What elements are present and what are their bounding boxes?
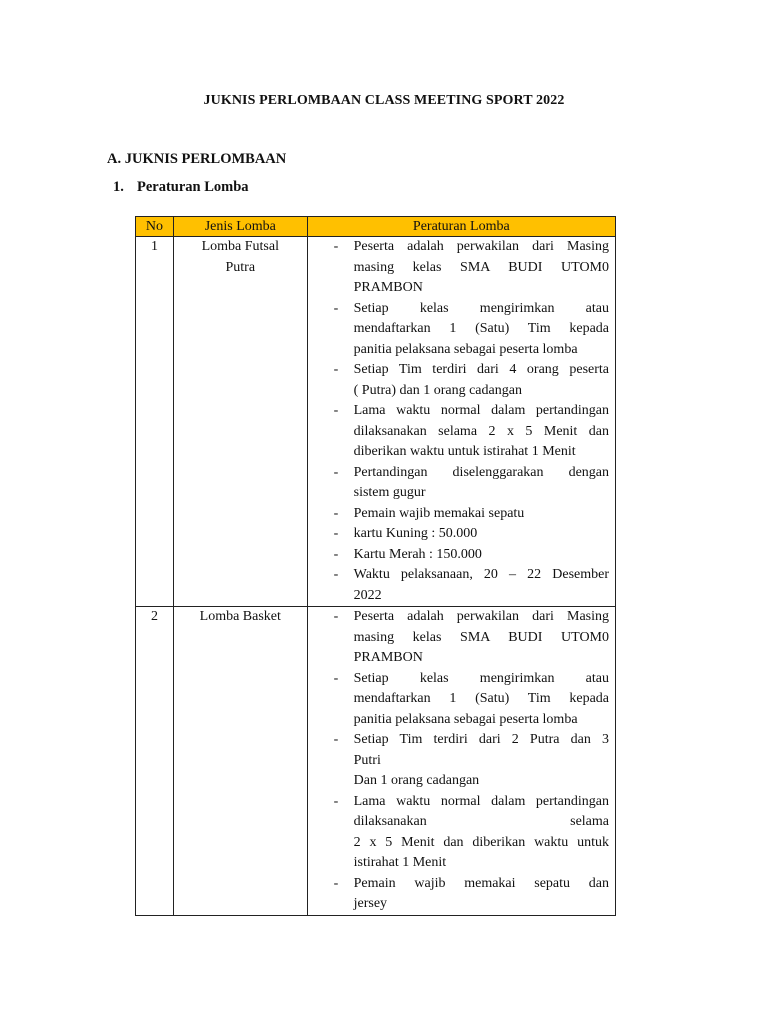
- subsection-number: 1.: [113, 179, 124, 195]
- rule-item: [308, 237, 609, 299]
- rule-item: [308, 504, 609, 525]
- rule-text-line: masing kelas SMA BUDI UTOM0: [353, 259, 609, 275]
- rule-list: [308, 237, 609, 606]
- section-heading: A. JUKNIS PERLOMBAAN: [107, 151, 287, 167]
- dash-bullet: -: [333, 403, 339, 418]
- rule-text-line: istirahat 1 Menit: [353, 855, 447, 870]
- table-row: [136, 607, 616, 916]
- rule-text-line: panitia pelaksana sebagai peserta lomba: [353, 341, 578, 357]
- rule-text-line: sistem gugur: [353, 485, 426, 500]
- rule-item: [308, 669, 609, 731]
- rule-item: [308, 545, 609, 566]
- row-number: 2: [136, 607, 174, 916]
- rule-text-line: Setiap Tim terdiri dari 4 orang peserta: [353, 362, 609, 377]
- rule-item: [308, 874, 609, 915]
- header-peraturan-lomba: Peraturan Lomba: [307, 217, 615, 237]
- jenis-lomba-text: Lomba Basket: [199, 609, 281, 624]
- rule-item: [308, 792, 609, 874]
- rule-text-line: Dan 1 orang cadangan: [353, 773, 480, 788]
- dash-bullet: -: [333, 875, 339, 891]
- rule-text-line: Lama waktu normal dalam pertandingan: [353, 793, 609, 809]
- rule-text-line: jersey: [353, 896, 388, 911]
- rule-text-line: diberikan waktu untuk istirahat 1 Menit: [353, 444, 576, 459]
- document-title: JUKNIS PERLOMBAAN CLASS MEETING SPORT 2022: [203, 93, 565, 108]
- header-jenis-lomba: Jenis Lomba: [173, 217, 307, 237]
- rule-text-line: kartu Kuning : 50.000: [353, 526, 478, 541]
- rule-text-line: Pemain wajib memakai sepatu: [353, 505, 525, 521]
- rule-text-line: Kartu Merah : 150.000: [353, 546, 482, 562]
- dash-bullet: -: [333, 567, 339, 582]
- rule-text-line: ( Putra) dan 1 orang cadangan: [353, 382, 522, 398]
- jenis-lomba-cell: [173, 237, 307, 607]
- jenis-lomba-text: Putra: [225, 259, 256, 275]
- table-row: [136, 237, 616, 607]
- dash-bullet: -: [333, 362, 339, 377]
- rule-text-line: masing kelas SMA BUDI UTOM0: [353, 629, 609, 645]
- rule-text-line: Setiap kelas mengirimkan atau: [353, 670, 609, 686]
- table-header-row: [136, 217, 616, 237]
- dash-bullet: -: [333, 670, 339, 686]
- rule-item: [308, 401, 609, 463]
- rules-table: [135, 216, 616, 916]
- rule-text-line: dilaksanakan selama 2 x 5 Menit dan: [353, 423, 609, 439]
- rule-text-line: 2022: [353, 587, 382, 603]
- rule-text-line: mendaftarkan 1 (Satu) Tim kepada: [353, 321, 609, 336]
- dash-bullet: -: [333, 300, 339, 316]
- rule-text-line: Putri: [353, 752, 381, 768]
- rule-text-line: Pemain wajib memakai sepatu dan: [353, 875, 609, 891]
- dash-bullet: -: [333, 732, 339, 747]
- rule-item: [308, 565, 609, 606]
- jenis-lomba-cell: [173, 607, 307, 916]
- dash-bullet: -: [333, 526, 339, 541]
- dash-bullet: -: [333, 609, 339, 624]
- rule-text-line: Setiap Tim terdiri dari 2 Putra dan 3: [353, 732, 609, 747]
- rule-text-line: Setiap kelas mengirimkan atau: [353, 300, 609, 316]
- dash-bullet: -: [333, 239, 339, 254]
- rule-text-line: Waktu pelaksanaan, 20 – 22 Desember: [353, 567, 609, 582]
- rule-item: [308, 299, 609, 361]
- rule-text-line: Peserta adalah perwakilan dari Masing: [353, 239, 609, 254]
- peraturan-cell: [307, 607, 615, 916]
- rule-text-line: Peserta adalah perwakilan dari Masing: [353, 609, 609, 624]
- rule-item: [308, 607, 609, 669]
- rule-text-line: PRAMBON: [353, 650, 423, 665]
- dash-bullet: -: [333, 546, 339, 562]
- dash-bullet: -: [333, 793, 339, 809]
- subsection-heading: [113, 179, 249, 196]
- rule-text-line: PRAMBON: [353, 280, 423, 295]
- header-no: No: [136, 217, 174, 237]
- rule-item: [308, 524, 609, 545]
- rule-text-line: panitia pelaksana sebagai peserta lomba: [353, 711, 578, 727]
- rule-text-line: dilaksanakan selama: [353, 814, 609, 829]
- rule-text-line: Lama waktu normal dalam pertandingan: [353, 403, 609, 418]
- rule-item: [308, 360, 609, 401]
- rule-item: [308, 463, 609, 504]
- dash-bullet: -: [333, 464, 339, 480]
- rule-text-line: mendaftarkan 1 (Satu) Tim kepada: [353, 691, 609, 706]
- rule-text-line: Pertandingan diselenggarakan dengan: [353, 464, 609, 480]
- rule-item: [308, 730, 609, 792]
- rule-list: [308, 607, 609, 915]
- rule-text-line: 2 x 5 Menit dan diberikan waktu untuk: [353, 834, 609, 850]
- jenis-lomba-text: Lomba Futsal: [201, 239, 279, 254]
- subsection-title: Peraturan Lomba: [137, 179, 249, 195]
- peraturan-cell: [307, 237, 615, 607]
- row-number: 1: [136, 237, 174, 607]
- dash-bullet: -: [333, 505, 339, 521]
